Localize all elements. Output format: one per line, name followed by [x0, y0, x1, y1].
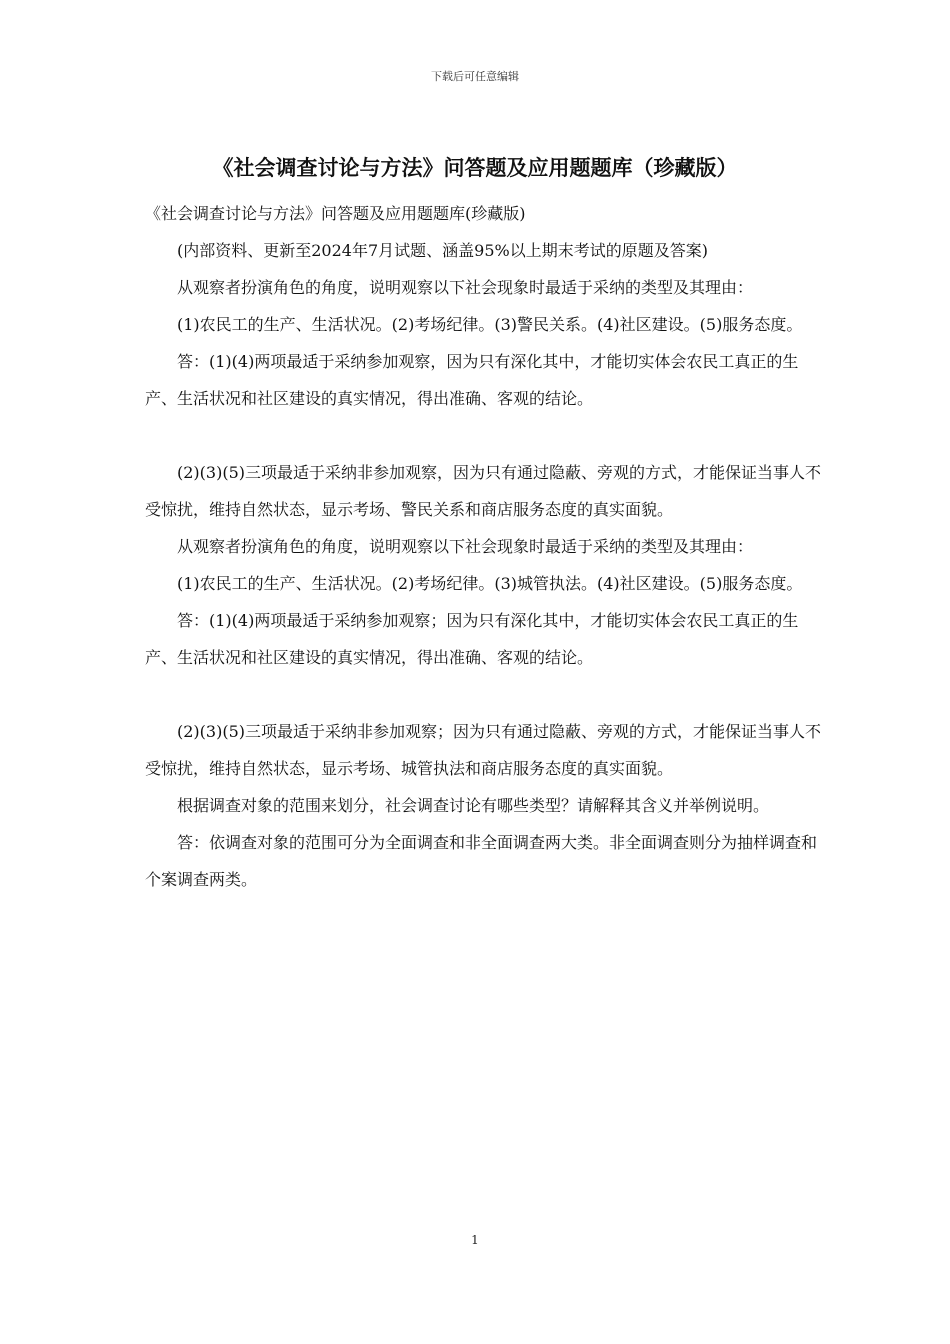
question-items: (1)农民工的生产、生活状况。(2)考场纪律。(3)警民关系。(4)社区建设。(5)服务态度。 [177, 315, 803, 334]
question-items: (1)农民工的生产、生活状况。(2)考场纪律。(3)城管执法。(4)社区建设。(5)服务态度。 [177, 574, 803, 593]
blank-line [145, 676, 825, 713]
page-number: 1 [471, 1233, 479, 1247]
answer-paragraph: (2)(3)(5)三项最适于采纳非参加观察，因为只有通过隐蔽、旁观的方式，才能保证当事人不受惊扰，维持自然状态，显示考场、警民关系和商店服务态度的真实面貌。 [145, 463, 821, 519]
question-paragraph: 从观察者扮演角色的角度，说明观察以下社会现象时最适于采纳的类型及其理由： [177, 537, 754, 556]
header-note: 下载后可任意编辑 [431, 70, 519, 83]
answer-paragraph: 答：依调查对象的范围可分为全面调查和非全面调查两大类。非全面调查则分为抽样调查和个案调查两类。 [145, 833, 818, 889]
question-paragraph: 根据调查对象的范围来划分，社会调查讨论有哪些类型？请解释其含义并举例说明。 [177, 796, 770, 815]
subtitle-line: 《社会调查讨论与方法》问答题及应用题题库(珍藏版) [145, 204, 526, 223]
question-paragraph: 从观察者扮演角色的角度，说明观察以下社会现象时最适于采纳的类型及其理由： [177, 278, 754, 297]
document-body [145, 195, 825, 898]
answer-paragraph: 答：(1)(4)两项最适于采纳参加观察，因为只有深化其中，才能切实体会农民工真正的生产、生活状况和社区建设的真实情况，得出准确、客观的结论。 [145, 352, 799, 408]
document-title: 《社会调查讨论与方法》问答题及应用题题库（珍藏版） [212, 156, 738, 180]
blank-line [145, 417, 825, 454]
answer-paragraph: (2)(3)(5)三项最适于采纳非参加观察；因为只有通过隐蔽、旁观的方式，才能保证当事人不受惊扰，维持自然状态，显示考场、城管执法和商店服务态度的真实面貌。 [145, 722, 821, 778]
answer-paragraph: 答：(1)(4)两项最适于采纳参加观察；因为只有深化其中，才能切实体会农民工真正的生产、生活状况和社区建设的真实情况，得出准确、客观的结论。 [145, 611, 799, 667]
paragraph: (内部资料、更新至2024年7月试题、涵盖95%以上期末考试的原题及答案) [177, 241, 708, 260]
